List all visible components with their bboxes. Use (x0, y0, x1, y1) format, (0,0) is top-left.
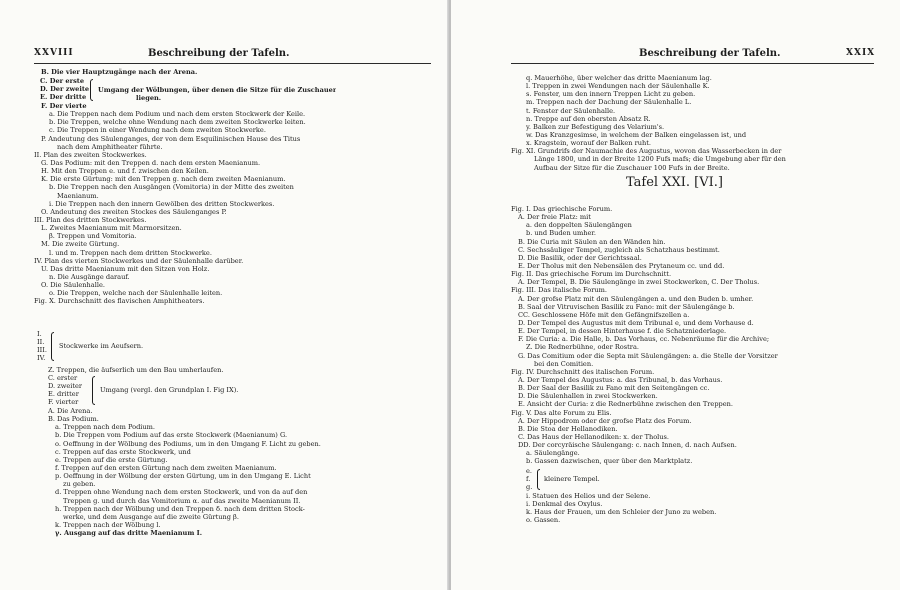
text-line: P. Andeutung des Säulenganges, der von dem Esquilinischen Hause des Titus (41, 134, 301, 143)
text-line: c. Treppen auf das erste Stockwerk, und (55, 447, 191, 456)
text-line: B. Die Curia mit Säulen an den Wänden hin. (518, 237, 666, 246)
text-line: f. (526, 475, 531, 484)
text-line: D. Die Säulenhallen in zwei Stockwerken. (518, 392, 658, 401)
left-brace2-labels (37, 330, 47, 363)
text-line: E. Der dritte (40, 93, 87, 102)
text-line: b. Die Treppen vom Podium auf das erste Stockwerk (Maenianum) G. (55, 431, 288, 440)
text-line: a. den doppelten Säulengängen (526, 221, 632, 230)
text-line: i. Statuen des Helios und der Selene. (526, 492, 651, 500)
text-line: Aufbau der Sitze für die Zuschauer 100 Fufs in der Breite. (534, 163, 730, 172)
left-block-d (48, 407, 444, 537)
left-brace2-text (59, 342, 143, 350)
left-header-rule (34, 63, 431, 64)
text-line: D. Der zweite (40, 85, 90, 94)
text-line: i. Denkmal des Oxylus. (526, 500, 603, 509)
text-line: Maenianum. (57, 191, 99, 200)
text-line: A. Der grofse Platz mit den Säulengängen a. und den Buden b. umher. (518, 294, 754, 303)
text-line: a. Treppen nach dem Podium. (55, 423, 156, 432)
text-line: D. Die Basilik, oder der Gerichtssaal. (518, 253, 642, 262)
brace-mark (51, 331, 57, 362)
text-line: liegen. (136, 94, 162, 103)
text-line: C. Sechssäuliger Tempel, zugleich als Schatzhaus bestimmt. (518, 245, 720, 254)
text-line: F. Die Curia: a. Die Halle, b. Das Vorhaus, cc. Nebenräume für die Archive; (518, 335, 770, 344)
text-line: CC. Geschlossene Höfe mit den Gefängnifszellen a. (518, 310, 690, 319)
text-line: H. Mit den Treppen e. und f. zwischen den Keilen. (41, 167, 209, 176)
text-line: G. Das Comitium oder die Septa mit Säulengängen: a. die Stelle der Vorsitzer (518, 351, 778, 360)
text-line: Z. Die Rednerbühne, oder Rostra. (526, 343, 639, 352)
text-line: G. Das Podium: mit den Treppen d. nach dem ersten Maenianum. (41, 158, 261, 167)
text-line: I. (37, 330, 42, 338)
text-line: h. Treppen nach der Wölbung und den Treppen δ. nach dem dritten Stock- (55, 504, 305, 513)
text-line: B. Saal der Vitruvischen Basilik zu Fano: mit der Säulengänge b. (518, 302, 735, 311)
text-line: E. Der Tholus mit den Nebensälen des Prytaneum cc. und dd. (518, 261, 725, 270)
text-line: y. Balken zur Befestigung des Velarium's. (526, 122, 665, 131)
text-line: l. Treppen in zwei Wendungen nach der Säulenhalle K. (526, 82, 710, 91)
text-line: Stockwerke im Aeufsern. (59, 342, 144, 350)
text-line: q. Mauerhöhe, über welcher das dritte Maenianum lag. (526, 74, 712, 82)
text-line: Fig. X. Durchschnitt des flavischen Amphitheaters. (34, 297, 205, 306)
right-block-b (511, 205, 896, 466)
text-line: f. Treppen auf den ersten Gürtung nach dem zweiten Maenianum. (55, 463, 277, 472)
text-line: C. erster (48, 374, 78, 382)
text-line: Umgang der Wölbungen, über denen die Sitze für die Zuschauer (98, 86, 337, 94)
text-line: O. Die Säulenhalle. (41, 281, 105, 290)
text-line: E. Der Tempel, in dessen Hinterhause f. die Schatzniederlage. (518, 327, 727, 336)
right-brace-labels (526, 467, 532, 491)
text-line: e. (526, 467, 532, 475)
text-line: o. Gassen. (526, 516, 561, 525)
text-line: K. Die erste Gürtung: mit den Treppen g. nach dem zweiten Maenianum. (41, 175, 286, 184)
text-line: II. (37, 338, 45, 347)
right-page-number: XXIX (846, 48, 876, 58)
left-page-number: XXVIII (34, 48, 74, 58)
right-block-a (511, 74, 896, 172)
text-line: x. Kragstein, worauf der Balken ruht. (526, 139, 651, 148)
text-line: B. Das Podium. (48, 415, 99, 424)
left-block-a (34, 68, 197, 76)
text-line: d. Treppen ohne Wendung nach dem ersten Stockwerk, und von da auf den (55, 488, 308, 497)
text-line: A. Der Tempel des Augustus: a. das Tribunal, b. das Vorhaus. (518, 375, 723, 384)
right-brace-text (544, 475, 600, 483)
text-line: D. Der Tempel des Augustus mit dem Tribunal e, und dem Vorhause d. (518, 318, 754, 327)
text-line: k. Treppen nach der Wölbung l. (55, 520, 161, 529)
text-line: B. Die vier Hauptzugänge nach der Arena. (41, 68, 198, 76)
left-brace3-text (100, 386, 238, 394)
text-line: b. Die Treppen nach den Ausgängen (Vomitoria) in der Mitte des zweiten (49, 183, 294, 192)
text-line: IV. Plan des vierten Stockwerkes und der Säulenhalle darüber. (34, 256, 244, 265)
text-line: E. Ansicht der Curia: z die Rednerbühne zwischen den Treppen. (518, 400, 734, 409)
text-line: e. Treppen auf die erste Gürtung. (55, 455, 168, 464)
text-line: n. Treppe auf den obersten Absatz R. (526, 114, 651, 123)
text-line: bei den Comitien. (534, 359, 594, 368)
text-line: O. Andeutung des zweiten Stockes des Säulenganges P. (41, 207, 227, 216)
text-line: o. Die Treppen, welche nach der Säulenhalle leiten. (49, 289, 223, 298)
text-line: a. Die Treppen nach dem Podium und nach dem ersten Stockwerk der Keile. (49, 110, 306, 119)
text-line: nach dem Amphitheater führte. (57, 142, 163, 151)
left-block-c (48, 366, 223, 374)
text-line: Fig. II. Das griechische Forum im Durchschnitt. (511, 270, 672, 279)
text-line: k. Haus der Frauen, um den Schleier der Juno zu weben. (526, 508, 717, 517)
text-line: t. Fenster der Säulenhalle. (526, 106, 616, 115)
text-line: E. dritter (48, 390, 79, 399)
text-line: kleinere Tempel. (544, 475, 600, 483)
text-line: s. Fenster, um den innern Treppen Licht zu geben. (526, 90, 696, 99)
text-line: F. vierter (48, 398, 79, 407)
text-line: zu geben. (63, 480, 96, 489)
text-line: IV. (37, 354, 46, 363)
text-line: a. Säulengänge. (526, 449, 580, 458)
text-line: β. Treppen und Vomitoria. (49, 232, 137, 241)
text-line: A. Der Tempel, B. Die Säulengänge in zwei Stockwerken, C. Der Tholus. (518, 278, 760, 287)
text-line: Fig. IV. Durchschnitt des italischen Forum. (511, 367, 655, 376)
brace-mark (537, 468, 543, 491)
text-line: B. Die Stoa der Hellanodiken. (518, 424, 618, 433)
text-line: o. Oeffnung in der Wölbung des Podiums, um in den Umgang F. Licht zu geben. (55, 439, 321, 448)
text-line: l. und m. Treppen nach dem dritten Stockwerke. (49, 248, 212, 257)
text-line: g. (526, 483, 533, 492)
text-line: C. Der erste (40, 77, 85, 85)
brace-mark (90, 78, 96, 102)
text-line: Umgang (vergl. den Grundplan I. Fig IX). (100, 386, 239, 394)
text-line: U. Das dritte Maenianum mit den Sitzen von Holz. (41, 264, 210, 273)
text-line: F. Der vierte (41, 102, 87, 110)
text-line: Länge 1800, und in der Breite 1200 Fufs mafs; die Umgebung aber für den (534, 155, 786, 164)
left-page (0, 0, 449, 590)
text-line: III. (37, 346, 47, 355)
text-line: m. Treppen nach der Dachung der Säulenhalle L. (526, 98, 692, 107)
text-line: D. zweiter (48, 382, 83, 391)
right-page (451, 0, 900, 590)
text-line: L. Zweites Maenianum mit Marmorsitzen. (41, 224, 182, 233)
brace-mark (92, 375, 98, 406)
text-line: Treppen g. und durch das Vomitorium α. auf das zweite Maenianum II. (63, 496, 301, 505)
text-line: B. Der Saal der Basilik zu Fano mit den Seitengängen cc. (518, 384, 710, 393)
text-line: p. Oeffnung in der Wölbung der ersten Gürtung, um in den Umgang E. Licht (55, 472, 311, 481)
right-block-c (526, 492, 896, 525)
text-line: b. Gassen dazwischen, quer über den Marktplatz. (526, 457, 693, 466)
text-line: Z. Treppen, die äufserlich um den Bau umherlaufen. (48, 366, 224, 374)
text-line: Fig. I. Das griechische Forum. (511, 205, 613, 213)
text-line: Fig. XI. Grundrifs der Naumachie des Augustus, wovon das Wasserbecken in der (511, 147, 782, 156)
text-line: n. Die Ausgänge darauf. (49, 272, 130, 281)
text-line: b. und Buden umher. (526, 229, 596, 238)
text-line: Fig. V. Das alte Forum zu Elis. (511, 408, 612, 417)
text-line: i. Die Treppen nach den innern Gewölben des dritten Stockwerkes. (49, 199, 275, 208)
text-line: c. Die Treppen in einer Wendung nach dem zweiten Stockwerke. (49, 126, 266, 135)
text-line: w. Das Kranzgesimse, in welchem der Balken eingelassen ist, und (526, 130, 747, 139)
text-line: Fig. III. Das italische Forum. (511, 286, 607, 295)
text-line: A. Der Hippodrom oder der grofse Platz des Forum. (518, 416, 692, 425)
text-line: III. Plan des dritten Stockwerkes. (34, 215, 147, 224)
left-block-b (34, 102, 444, 306)
left-brace1-text (98, 86, 336, 102)
right-header-rule (511, 63, 874, 64)
text-line: II. Plan des zweiten Stockwerkes. (34, 150, 147, 159)
left-brace3-labels (48, 374, 82, 407)
text-line: γ. Ausgang auf das dritte Maenianum I. (55, 529, 202, 538)
right-running-head: Beschreibung der Tafeln. (639, 48, 781, 59)
text-line: C. Das Haus der Hellanodiken: x. der Tholus. (518, 432, 670, 441)
text-line: A. Die Arena. (48, 407, 93, 415)
left-brace1-labels (40, 77, 89, 101)
left-running-head: Beschreibung der Tafeln. (148, 48, 290, 59)
plate-title: Tafel XXI. [VI.] (626, 175, 723, 190)
text-line: A. Der freie Platz: mit (518, 213, 591, 222)
text-line: M. Die zweite Gürtung. (41, 240, 120, 249)
text-line: DD. Der corcyräische Säulengang: c. nach Innen, d. nach Aufsen. (518, 441, 737, 450)
text-line: werke, und dem Ausgange auf die zweite Gürtung β. (63, 512, 239, 521)
text-line: b. Die Treppen, welche ohne Wendung nach dem zweiten Stockwerke leiten. (49, 118, 306, 127)
